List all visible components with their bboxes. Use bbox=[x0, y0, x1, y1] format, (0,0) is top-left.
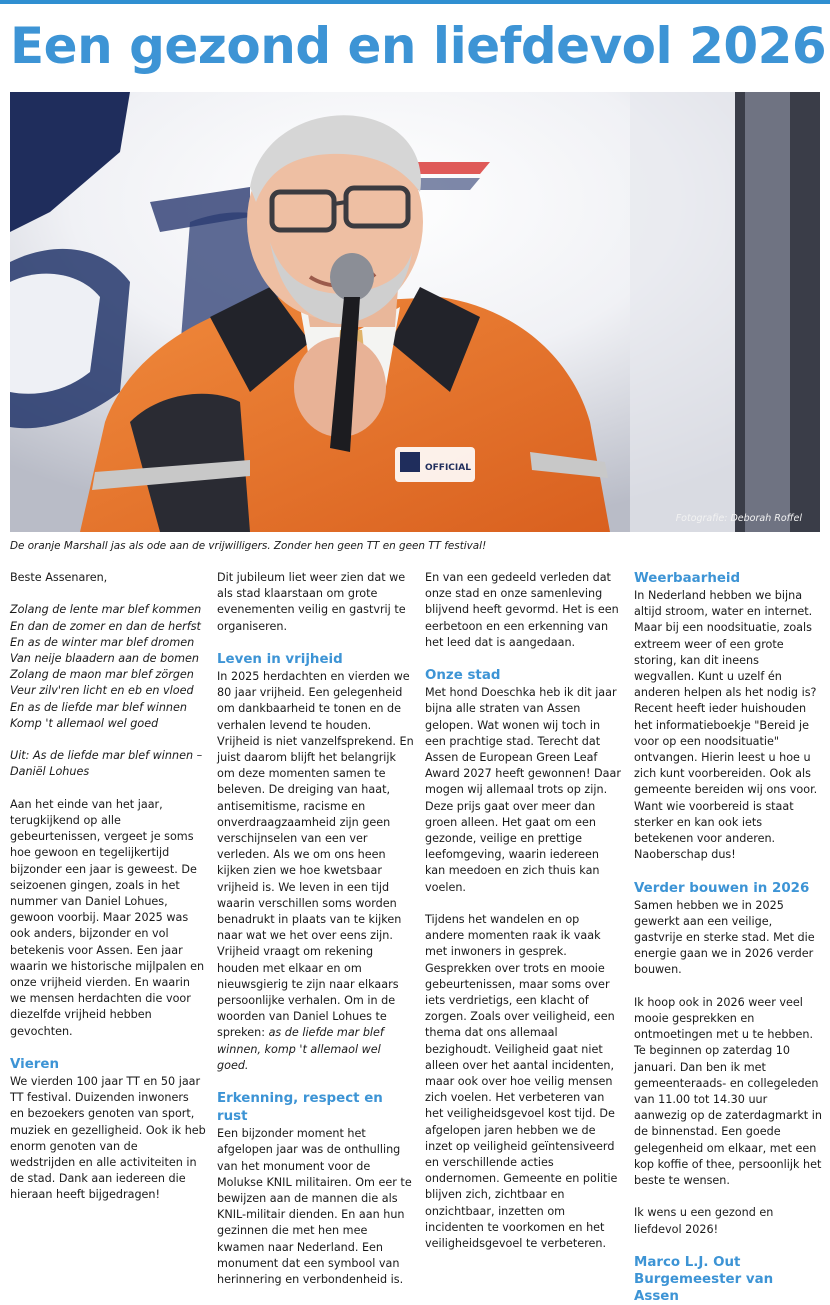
poem-line: En as de winter mar blef dromen bbox=[10, 635, 195, 649]
vrijheid-paragraph bbox=[217, 669, 415, 1074]
poem-line: Zolang de lente mar blef kommen bbox=[10, 603, 202, 617]
poem-line: En as de liefde mar blef winnen bbox=[10, 700, 187, 714]
section-heading-weerbaarheid: Weerbaarheid bbox=[634, 571, 741, 586]
photo-caption: De oranje Marshall jas als ode aan de vrijwilligers. Zonder hen geen TT en geen TT festival! bbox=[10, 540, 487, 552]
greeting: Beste Assenaren, bbox=[10, 571, 108, 584]
section-heading-bouwen: Verder bouwen in 2026 bbox=[634, 880, 810, 896]
top-accent-bar bbox=[0, 0, 830, 4]
section-heading-erkenning: Erkenning, respect en rust bbox=[217, 1091, 383, 1125]
poem bbox=[10, 602, 206, 732]
section-heading-vrijheid: Leven in vrijheid bbox=[217, 652, 343, 667]
vieren-paragraph: We vierden 100 jaar TT en 50 jaar TT festival. Duizenden inwoners en bezoekers genoten van sport, muziek en gezelligheid. Ook ik heb enorm genoten van de wedstrijden en alle activiteiten in de stad. Dank aan iedereen die hieraan heeft bijgedragen! bbox=[10, 1075, 206, 1202]
intro-paragraph: Aan het einde van het jaar, terugkijkend op alle gebeurtenissen, vergeet je soms hoe gewoon en tegelijkertijd bijzonder een jaar is geweest. De seizoenen gingen, zoals in het nummer van Daniel Lohues, gewoon voorbij. Maar 2025 was ook anders, bijzonder en vol betekenis voor Assen. Een jaar waarin we historische mijlpalen en onze vrijheid vierden. En waarin we mensen herdachten die voor diezelfde vrijheid hebben gevochten. bbox=[10, 797, 205, 1038]
mayor-photo-illustration bbox=[10, 92, 820, 532]
lohues-quote: as de liefde mar blef winnen, komp 't allemaol wel goed. bbox=[217, 1026, 384, 1072]
vrijheid-text: In 2025 herdachten en vierden we 80 jaar vrijheid. Een gelegenheid om dankbaarheid te tonen en de verhalen levend te houden. Vrijheid is niet vanzelfsprekend. En juist daarom blijft het belangrijk om deze momenten samen te beleven. De dreiging van haat, antisemitisme, racisme en onverdraagzaamheid zijn geen verschijnselen van een ver verleden. Als we om ons heen kijken zien we hoe kwetsbaar vrijheid is. We leven in een tijd waarin verschillen soms worden benadrukt in plaats van te kijken naar wat we het over eens zijn. Vrijheid vraagt om rekening houden met elkaar en om nieuwsgierig te zijn naar elkaars persoonlijke verhalen. Om in de woorden van Daniel Lohues te spreken: bbox=[217, 670, 414, 1040]
signature-name: Marco L.J. Out bbox=[634, 1255, 741, 1271]
weerbaarheid-paragraph: In Nederland hebben we bijna altijd stroom, water en internet. Maar bij een noodsituatie, zoals extreem weer of een grote storing, kan dit ineens wegvallen. Kunt u uzelf én anderen helpen als het nodig is? Recent heeft ieder huishouden het informatieboekje "Bereid je voor op een noodsituatie" ontvangen. Hierin leest u hoe u zich kunt voorbereiden. Ook als gemeente bereiden wij ons voor. Want wie voorbereid is staat sterker en kan ook iets betekenen voor anderen. Naoberschap dus! bbox=[634, 589, 818, 862]
article-column-3 bbox=[425, 570, 621, 1268]
bouwen-paragraph: Samen hebben we in 2025 gewerkt aan een veilige, gastvrije en sterke stad. Met die energie gaan we in 2026 verder bouwen. bbox=[634, 898, 815, 977]
wens-paragraph: Ik wens u een gezond en liefdevol 2026! bbox=[634, 1206, 774, 1236]
poem-line: Veur zilv'ren licht en eb en vloed bbox=[10, 684, 194, 698]
jubileum-paragraph: Dit jubileum liet weer zien dat we als stad klaarstaan om grote evenementen veilig en gastvrij te organiseren. bbox=[217, 571, 406, 633]
photo-credit: Fotografie: Deborah Roffel bbox=[675, 513, 802, 524]
verleden-paragraph: En van een gedeeld verleden dat onze stad en onze samenleving blijvend heeft gevormd. Het is een eerbetoon en een erkenning van het leed dat is aangedaan. bbox=[425, 571, 619, 649]
hoop-paragraph: Ik hoop ook in 2026 weer veel mooie gesprekken en ontmoetingen met u te hebben. Te beginnen op zaterdag 10 januari. Dan ben ik met gemeenteraads- en collegeleden van 11.00 tot 14.30 uur aanwezig op de zaterdagmarkt in de binnenstad. Een goede gelegenheid om elkaar, met een kop koffie of thee, persoonlijk het beste te wensen. bbox=[634, 995, 822, 1188]
article-column-1 bbox=[10, 570, 206, 1220]
poem-line: En dan de zomer en dan de herfst bbox=[10, 619, 201, 633]
article-column-4 bbox=[634, 570, 822, 1305]
poem-line: Komp 't allemaol wel goed bbox=[10, 716, 159, 730]
signature-title: Burgemeester van Assen bbox=[634, 1272, 774, 1305]
section-heading-vieren: Vieren bbox=[10, 1057, 60, 1073]
stad-paragraph: Met hond Doeschka heb ik dit jaar bijna alle straten van Assen gelopen. Wat wonen wij toch in een prachtige stad. Terecht dat Assen de European Green Leaf Award 2027 heeft gewonnen! Daar mogen wij allemaal trots op zijn. Deze prijs gaat over meer dan groen alleen. Het gaat om een gezonde, veilige en prettige leefomgeving, waarin iedereen kan meedoen en zich thuis kan voelen. bbox=[425, 686, 621, 894]
erkenning-paragraph: Een bijzonder moment het afgelopen jaar was de onthulling van het monument voor de Molukse KNIL militairen. Om eer te bewijzen aan de mannen die als KNIL-militair dienden. En aan hun gezinnen die met hen mee kwamen naar Nederland. Een monument dat een symbool van herinnering en verbondenheid is. bbox=[217, 1127, 412, 1287]
page-headline: Een gezond en liefdevol 2026 bbox=[10, 17, 827, 75]
section-heading-stad: Onze stad bbox=[425, 668, 501, 684]
mayor-photo bbox=[10, 92, 820, 532]
article-column-2 bbox=[217, 570, 415, 1304]
jacket-badge-text: OFFICIAL bbox=[425, 463, 471, 473]
poem-line: Zolang de maon mar blef zörgen bbox=[10, 668, 194, 682]
poem-source: Uit: As de liefde mar blef winnen – Daniël Lohues bbox=[10, 749, 203, 779]
wandelen-paragraph: Tijdens het wandelen en op andere momenten raak ik vaak met inwoners in gesprek. Gesprekken over trots en mooie gebeurtenissen, maar soms over iets verdrietigs, een klacht of zorgen. Zoals over veiligheid, een thema dat ons allemaal bezighoudt. Veiligheid gaat niet alleen over het aantal incidenten, maar ook over hoe veilig mensen zich voelen. Het verbeteren van het veiligheidsgevoel kost tijd. De afgelopen jaren hebben we de inzet op veiligheid geïntensiveerd en verschillende acties ondernomen. Gemeente en politie blijven zich, zichtbaar en onzichtbaar, inzetten om incidenten te voorkomen en het veiligheidsgevoel te verbeteren. bbox=[425, 913, 618, 1251]
poem-line: Van neije blaadern aan de bomen bbox=[10, 652, 199, 665]
